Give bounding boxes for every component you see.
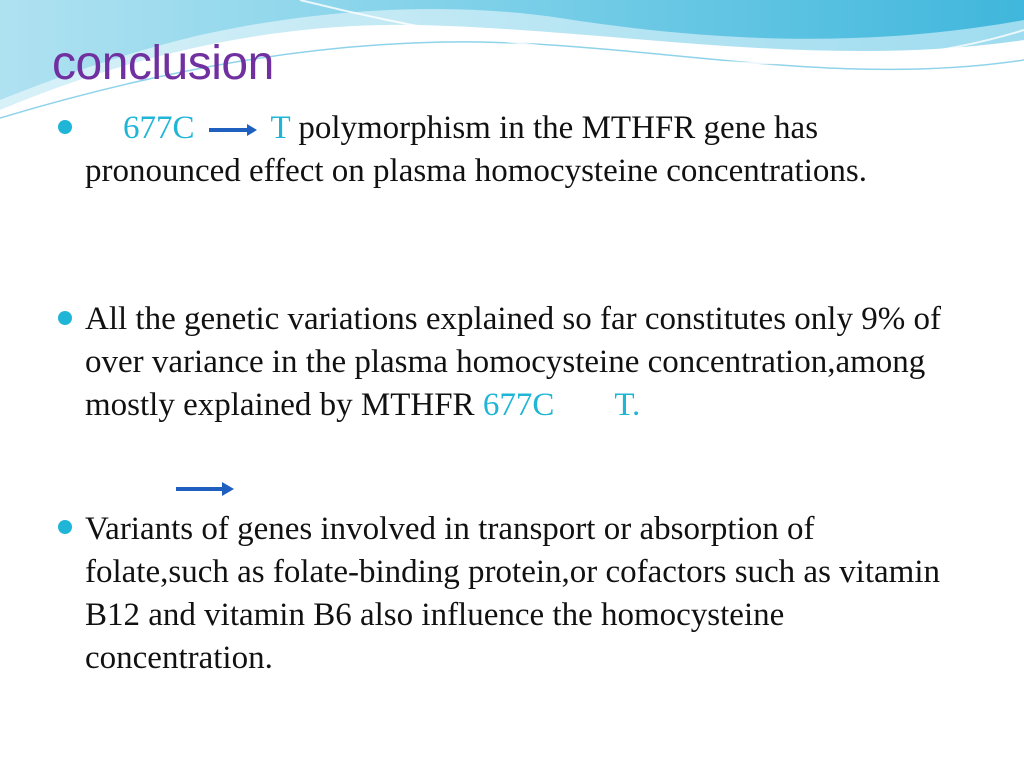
bullet-paragraph-2 [85,298,965,427]
bullet-icon [58,520,72,534]
allele-677c: 677C [123,110,195,146]
allele-t: T. [614,387,641,423]
bullet-1-text: polymorphism in the MTHFR gene has pronounced effect on plasma homocysteine concentrations. [85,110,867,189]
right-arrow-icon [209,124,257,136]
bullet-paragraph-3: Variants of genes involved in transport or absorption of folate,such as folate-binding protein,or cofactors such as vitamin B12 and vitamin B6 also influence the homocysteine concentration. [85,511,940,676]
right-arrow-icon [176,481,234,497]
allele-677c: 677C [482,387,555,423]
slide-title: conclusion [52,37,274,90]
bullet-2-text: All the genetic variations explained so far constitutes only 9% of over variance in the plasma homocysteine concentration,among mostly explained by MTHFR [85,301,941,423]
allele-t: T [270,110,291,146]
bullet-paragraph-1 [85,107,965,193]
bullet-icon [58,311,72,325]
bullet-icon [58,120,72,134]
